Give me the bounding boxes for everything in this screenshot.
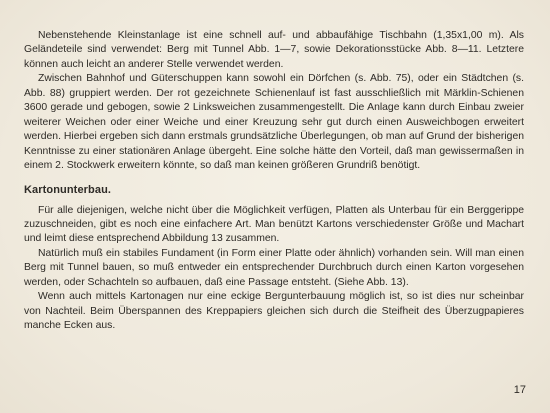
body-text	[24, 29, 524, 334]
paragraph-expansion: Zwischen Bahnhof und Güterschuppen kann sowohl ein Dörfchen (s. Abb. 75), oder ein Städtchen (s. Abb. 88) gruppiert werden. Der rot gezeichnete Schienenlauf ist fast ausschließlich mit Märklin-Schienen 3600 gerade und gebogen, sowie 2 Linksweichen zusammengestellt. Die Anlage kann durch Einbau zweier weiterer Weichen oder einer Weiche und einer Kreuzung sehr gut durch einen Ausweichbogen erweitert werden. Hierbei ergeben sich dann erstmals grundsätzliche Überlegungen, ob man auf Grund der bisherigen Kenntnisse zu einer stationären Anlage übergeht. Eine solche hätte den Vorteil, daß man gewissermaßen in einem 2. Stockwerk erweitern könnte, so daß man keinen größeren Grundriß benötigt.	[24, 73, 524, 172]
paragraph-intro: Nebenstehende Kleinstanlage ist eine schnell auf- und abbaufähige Tischbahn (1,35x1,00 m). Als Geländeteile sind verwendet: Berg mit Tunnel Abb. 1—7, sowie Dekorationsstücke Abb. 8—11. Letztere können auch leicht an anderer Stelle verwendet werden.	[24, 30, 524, 70]
page-number: 17	[513, 384, 526, 396]
section-heading: Kartonunterbau.	[24, 183, 112, 196]
paragraph-foundation: Natürlich muß ein stabiles Fundament (in Form einer Platte oder ähnlich) vorhanden sein. Will man einen Berg mit Tunnel bauen, so muß entweder ein entsprechender Durchbruch durch einen Karton vorgesehen werden, oder Schachteln so aufbauen, daß eine Passage entsteht. (Siehe Abb. 13).	[24, 247, 524, 288]
paragraph-corners: Wenn auch mittels Kartonagen nur eine eckige Bergunterbauung möglich ist, so ist dies nur scheinbar von Nachteil. Beim Überspannen des Kreppapiers gleichen sich durch die Steifheit des Überzugpapieres manche Ecken aus.	[24, 291, 524, 332]
paragraph-cardboard: Für alle diejenigen, welche nicht über die Möglichkeit verfügen, Platten als Unterbau für ein Berggerippe zuzuschneiden, gibt es noch eine einfachere Art. Man benützt Kartons verschiedenster Größe und Machart und leimt diese entsprechend Abbildung 13 zusammen.	[24, 204, 524, 245]
